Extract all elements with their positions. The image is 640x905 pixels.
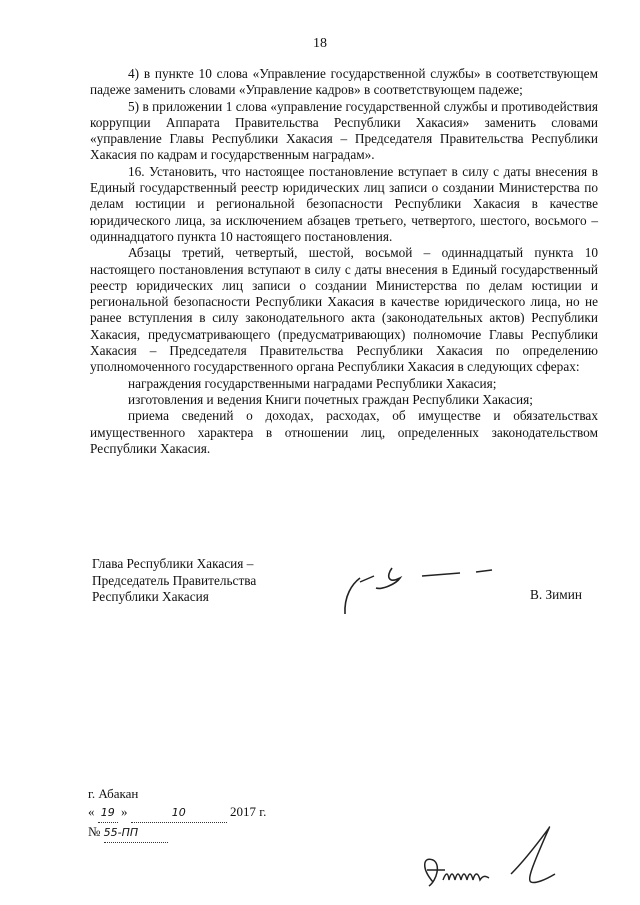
signatory-title-line: Республики Хакасия bbox=[92, 589, 209, 604]
signatory-title-line: Глава Республики Хакасия – bbox=[92, 556, 254, 571]
date-close-quote: » bbox=[121, 804, 128, 819]
list-item: награждения государственными наградами Республики Хакасия; bbox=[128, 375, 497, 391]
signer-name: В. Зимин bbox=[530, 587, 582, 602]
handwritten-initials bbox=[415, 822, 565, 897]
place: г. Абакан bbox=[88, 786, 139, 801]
date-open-quote: « bbox=[88, 804, 95, 819]
date-month: 10 bbox=[131, 804, 227, 823]
date-year: 2017 г. bbox=[230, 804, 267, 819]
paragraph: 4) в пункте 10 слова «Управление государственной службы» в соответствующем падеже заменить словами «Управление кадров» в соответствующем падеже; bbox=[90, 66, 598, 98]
handwritten-signature bbox=[330, 556, 530, 626]
number-label: № bbox=[88, 824, 101, 839]
number-line bbox=[88, 823, 266, 843]
number-value: 55-ПП bbox=[104, 824, 168, 843]
signatory-title-line: Председатель Правительства bbox=[92, 572, 257, 588]
place-and-date bbox=[88, 785, 266, 843]
paragraph: 5) в приложении 1 слова «управление государственной службы и противодействия коррупции Аппарата Правительства Республики Хакасия» заменить словами «управление Главы Республики Хакасия – Председателя Правительства Республики Хакасия по кадрам и государственным наградам». bbox=[90, 98, 598, 163]
paragraph: 16. Установить, что настоящее постановление вступает в силу с даты внесения в Единый государственный реестр юридических лиц записи о создании Министерства по делам юстиции и региональной безопасности Республики Хакасия в качестве юридического лица, за исключением абзацев третьего, четвертого, шестого, восьмого – одиннадцатого пункта 10 настоящего постановления. bbox=[90, 163, 598, 244]
page-number: 18 bbox=[313, 36, 327, 51]
paragraph: Абзацы третий, четвертый, шестой, восьмой – одиннадцатый пункта 10 настоящего постановления вступают в силу с даты внесения в Единый государственный реестр юридических лиц записи о создании Министерства по делам юстиции и региональной безопасности Республики Хакасия в качестве юридического лица, но не ранее вступления в силу законодательного акта (законодательных актов) Республики Хакасия, предусматривающего (предусматривающих) полномочие Главы Республики Хакасия – Председателя Правительства Республики Хакасия по определению уполномоченного государственного органа Республики Хакасия в следующих сферах: bbox=[90, 245, 598, 375]
signatory-title bbox=[92, 556, 256, 606]
date-day: 19 bbox=[98, 804, 118, 823]
paragraph: приема сведений о доходах, расходах, об имуществе и обязательствах имущественного характера в отношении лиц, определенных законодательством Республики Хакасия. bbox=[90, 408, 598, 456]
list-item: изготовления и ведения Книги почетных граждан Республики Хакасия; bbox=[128, 391, 533, 407]
date-line bbox=[88, 803, 266, 823]
document-body bbox=[90, 66, 598, 457]
